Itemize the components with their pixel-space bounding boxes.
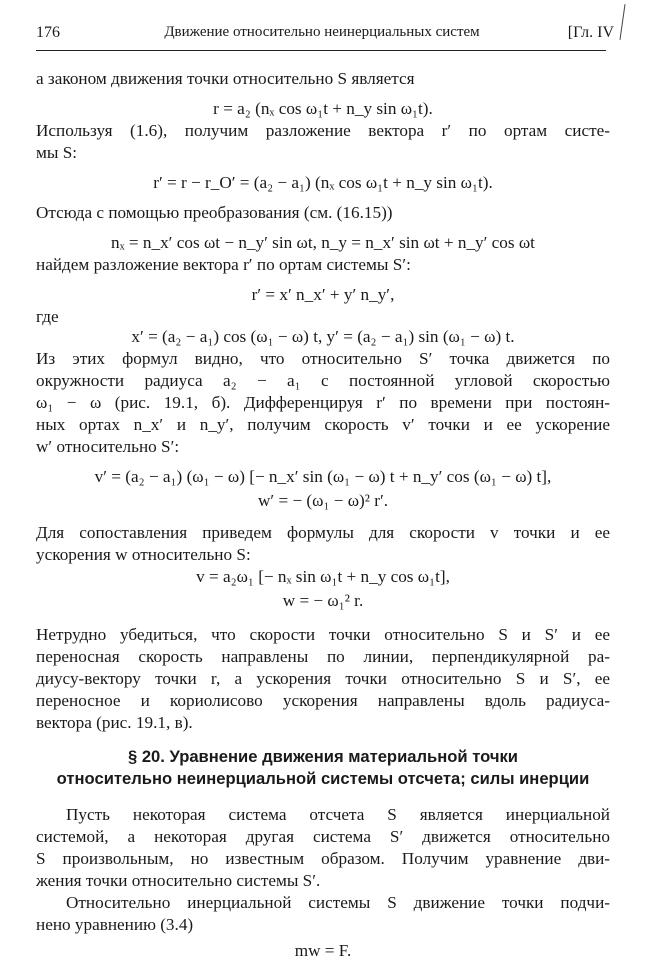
text-line: Отсюда с помощью преобразования (см. (16.15)) bbox=[36, 203, 393, 222]
text-line: переносная скорость направлены по линии, перпендикулярной ра- bbox=[36, 647, 610, 666]
section-heading-line: § 20. Уравнение движения материальной точки bbox=[127, 747, 518, 766]
header-rule bbox=[36, 50, 606, 51]
formula: mw = F. bbox=[294, 941, 352, 960]
text-line: ускорения w относительно S: bbox=[36, 545, 251, 564]
text-line: нено уравнению (3.4) bbox=[36, 915, 194, 934]
page-header bbox=[36, 24, 614, 48]
formula: r = a₂ (nₓ cos ω₁t + n_y sin ω₁t). bbox=[213, 99, 433, 118]
text-line: окружности радиуса a₂ − a₁ с постоянной угловой скоростью bbox=[36, 371, 610, 390]
text-line: ω₁ − ω (рис. 19.1, б). Дифференцируя r′ по времени при постоян- bbox=[36, 393, 610, 412]
text-line: Используя (1.6), получим разложение вектора r′ по ортам систе- bbox=[36, 121, 610, 140]
formula: x′ = (a₂ − a₁) cos (ω₁ − ω) t, y′ = (a₂ − a₁) sin (ω₁ − ω) t. bbox=[131, 327, 515, 346]
section-heading-line: относительно неинерциальной системы отсчета; силы инерции bbox=[56, 769, 590, 788]
text-line: мы S: bbox=[36, 143, 78, 162]
formula: v = a₂ω₁ [− nₓ sin ω₁t + n_y cos ω₁t], bbox=[196, 567, 450, 586]
formula: w′ = − (ω₁ − ω)² r′. bbox=[257, 491, 389, 510]
chapter-label: [Гл. IV bbox=[567, 24, 614, 41]
text-line: вектора (рис. 19.1, в). bbox=[36, 713, 193, 732]
text-line: w′ относительно S′: bbox=[36, 437, 180, 456]
formula: v′ = (a₂ − a₁) (ω₁ − ω) [− n_x′ sin (ω₁ − ω) t + n_y′ cos (ω₁ − ω) t], bbox=[94, 467, 552, 486]
text-line: Из этих формул видно, что относительно S′ точка движется по bbox=[36, 349, 610, 368]
text-line: ных ортах n_x′ и n_y′, получим скорость v′ точки и ее ускорение bbox=[36, 415, 610, 434]
text-line: диусу-вектору точки r, а ускорения точки относительно S и S′, ее bbox=[36, 669, 610, 688]
text-line: S произвольным, но известным образом. Получим уравнение дви- bbox=[36, 849, 610, 868]
formula: r′ = x′ n_x′ + y′ n_y′, bbox=[251, 285, 395, 304]
margin-pencil-mark bbox=[619, 4, 625, 40]
text-line: Относительно инерциальной системы S движение точки подчи- bbox=[66, 893, 610, 912]
text-line: найдем разложение вектора r′ по ортам системы S′: bbox=[36, 255, 411, 274]
text-line: Пусть некоторая система отсчета S является инерциальной bbox=[66, 805, 610, 824]
formula: r′ = r − r_O′ = (a₂ − a₁) (nₓ cos ω₁t + n_y sin ω₁t). bbox=[153, 173, 493, 192]
text-line: жения точки относительно системы S′. bbox=[36, 871, 321, 890]
text-line: переносное и кориолисово ускорения направлены вдоль радиуса- bbox=[36, 691, 610, 710]
text-line: системой, а некоторая другая система S′ движется относительно bbox=[36, 827, 610, 846]
text-line: а законом движения точки относительно S является bbox=[36, 69, 415, 88]
running-title: Движение относительно неинерциальных систем bbox=[164, 24, 480, 40]
formula: nₓ = n_x′ cos ωt − n_y′ sin ωt, n_y = n_x′ sin ωt + n_y′ cos ωt bbox=[111, 233, 535, 252]
text-line: где bbox=[36, 307, 59, 326]
text-line: Нетрудно убедиться, что скорости точки относительно S и S′ и ее bbox=[36, 625, 610, 644]
page-number: 176 bbox=[36, 24, 60, 41]
formula: w = − ω₁² r. bbox=[282, 591, 364, 610]
text-line: Для сопоставления приведем формулы для скорости v точки и ее bbox=[36, 523, 610, 542]
